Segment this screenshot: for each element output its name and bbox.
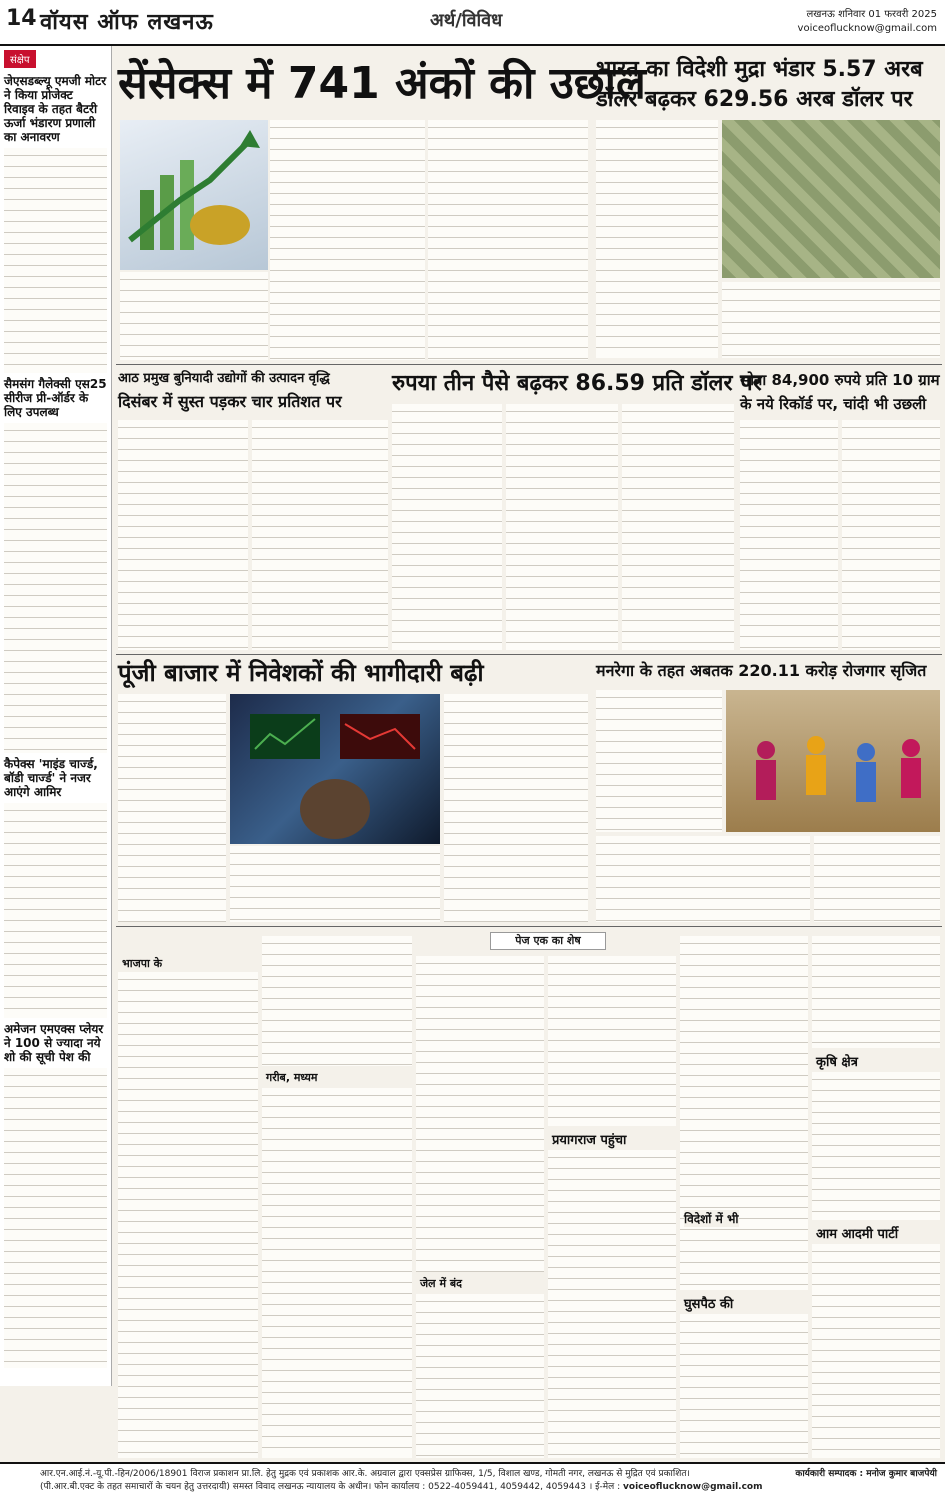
cont-col-3b [416,1294,544,1458]
mgnrega-body-1 [596,690,722,832]
brief-headline-2: सैमसंग गैलेक्सी एस25 सीरीज प्री-ऑर्डर के लिए उपलब्ध [4,377,107,419]
sensex-body-3 [428,120,588,360]
forex-headline-2: डॉलर बढ़कर 629.56 अरब डॉलर पर [596,87,913,112]
agri-head: कृषि क्षेत्र [816,1055,858,1070]
abroad-head: विदेशों में भी [684,1212,739,1226]
prayag-head: प्रयागराज पहुंचा [552,1133,627,1148]
brief-body-2 [4,423,107,753]
capital-body-3 [444,694,588,922]
imprint-footer [0,1462,945,1500]
date: लखनऊ शनिवार 01 फरवरी 2025 [806,9,937,20]
mgnrega-workers-photo [726,690,940,832]
cont-col-6a [812,936,940,1048]
cont-col-4a [548,956,676,1126]
cont-col-2a [262,936,412,1066]
core-body-2 [252,420,388,650]
cont-col-5b [680,1314,808,1458]
brief-body-4 [4,1068,107,1368]
capital-body-1 [118,694,226,922]
continued-tag: पेज एक का शेष [490,932,606,950]
mgnrega-body-2 [596,836,810,922]
imprint-line-1: आर.एन.आई.नं.-यू.पी.-हिन/2006/18901 विराज प्रकाशन प्रा.लि. हेतु मुद्रक एवं प्रकाशक आर.के. अग्रवाल द्वारा एक्सप्रेस ग्राफिक्स, 1/5, विशाल खण्ड, गोमती नगर, लखनऊ से मुद्रित एवं प्रकाशित। [40,1469,690,1479]
sensex-headline: सेंसेक्स में 741 अंकों की उछाल [118,58,646,109]
mgnrega-headline: मनरेगा के तहत अबतक 220.11 करोड़ रोजगार सृजित [596,661,927,680]
sensex-body-2 [120,272,268,360]
brief-headline-1: जेएसडब्ल्यू एमजी मोटर ने किया प्रोजेक्ट रिवाइव के तहत बैटरी ऊर्जा भंडारण प्रणाली का अनावरण [4,74,107,144]
imprint-email: voiceoflucknow@gmail.com [623,1482,763,1492]
rupee-body-3 [622,404,734,650]
divider [116,926,942,927]
capital-body-2 [230,846,440,922]
currency-notes-photo [722,120,940,278]
cont-col-6c [812,1244,940,1458]
mgnrega-body-3 [814,836,940,922]
cont-col-4b [548,1150,676,1458]
masthead [0,0,945,46]
gold-headline-1: सोना 84,900 रुपये प्रति 10 ग्राम [740,371,940,389]
editor-credit: कार्यकारी सम्पादक : मनोज कुमार बाजपेयी [791,1468,937,1481]
gold-headline-2: के नये रिकॉर्ड पर, चांदी भी उछली [740,395,927,413]
core-body-1 [118,420,248,650]
sidebar-label: संक्षेप [4,50,36,68]
cont-col-5a [680,936,808,1290]
capital-headline: पूंजी बाजार में निवेशकों की भागीदारी बढ़ी [118,659,484,687]
gold-body-1 [740,420,838,650]
brief-headline-3: कैपेक्स 'माइंड चार्ज्ड, बॉडी चार्ज्ड' ने नजर आएंगे आमिर [4,757,98,799]
page-number: 14 [6,6,37,31]
cont-col-2b [262,1088,412,1458]
brief-body-1 [4,148,107,373]
sidebar-briefs [0,46,112,1386]
cont-col-3a [416,956,544,1272]
imprint-line-2: (पी.आर.बी.एक्ट के तहत समाचारों के चयन हेतु उत्तरदायी) समस्त विवाद लखनऊ न्यायालय के अधीन। फोन कार्यालय : 0522-4059441, 4059442, 4059443 । ई-मेल : [40,1482,621,1492]
gold-body-2 [842,420,940,650]
jail-head: जेल में बंद [420,1277,462,1290]
rupee-headline: रुपया तीन पैसे बढ़कर 86.59 प्रति डॉलर पर [392,371,762,396]
forex-body-2 [722,282,940,358]
paper-name: वॉयस ऑफ लखनऊ [40,10,214,35]
rupee-body-2 [506,404,618,650]
brief-body-3 [4,803,107,1018]
divider [116,654,942,655]
dateline [798,8,937,36]
cont-col-1 [118,972,258,1458]
site: voiceoflucknow@gmail.com [797,23,937,34]
rupee-body-1 [392,404,502,650]
divider [116,364,942,365]
brief-headline-4: अमेजन एमएक्स प्लेयर ने 100 से ज्यादा नये शो की सूची पेश की [4,1022,104,1064]
sensex-bull-photo [120,120,268,270]
forex-headline-1: भारत का विदेशी मुद्रा भंडार 5.57 अरब [596,57,923,82]
cont-col-6b [812,1072,940,1220]
aap-head: आम आदमी पार्टी [816,1227,899,1242]
poor-head: गरीब, मध्यम [266,1071,318,1084]
ghuspaith-head: घुसपैठ की [684,1297,734,1312]
core-headline-1: आठ प्रमुख बुनियादी उद्योगों की उत्पादन वृद्धि [118,371,330,386]
sensex-body-1 [270,120,425,360]
bjp-head: भाजपा के [122,957,163,970]
forex-body-1 [596,120,718,358]
section-title: अर्थ/विविध [430,10,503,31]
trader-screens-photo [230,694,440,844]
core-headline-2: दिसंबर में सुस्त पड़कर चार प्रतिशत पर [118,392,342,411]
